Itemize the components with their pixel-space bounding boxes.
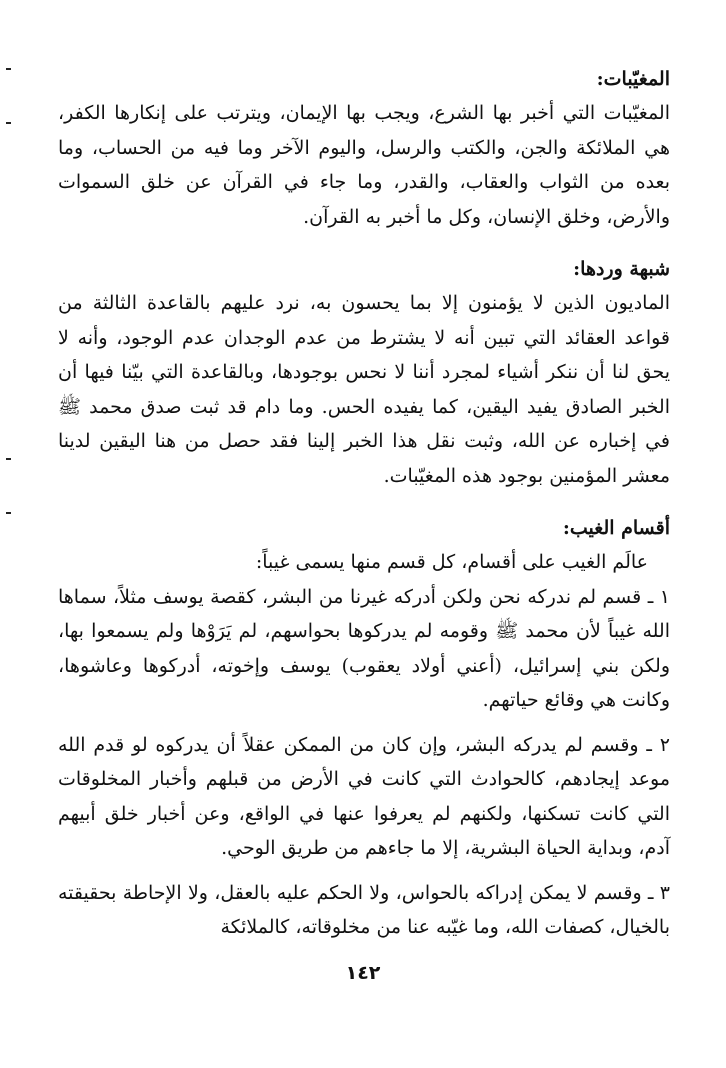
- section-mughayyabat: [58, 62, 670, 234]
- margin-mark: [6, 68, 11, 70]
- page-number: ١٤٢: [345, 962, 381, 984]
- paragraph: الماديون الذين لا يؤمنون إلا بما يحسون به، نرد عليهم بالقاعدة الثالثة من قواعد العقائد التي تبين أنه لا يشترط من عدم الوجدان عدم الوجود، وأنه لا يحق لنا أن ننكر أشياء لمجرد أننا لا نحس بوجودها، وبالقاعدة التي بيّنا فيها أن الخبر الصادق يفيد اليقين، كما يفيده الحس. وما دام قد ثبت صدق محمد ﷺ في إخباره عن الله، وثبت نقل هذا الخبر إلينا فقد حصل من هنا اليقين لدينا معشر المؤمنين بوجود هذه المغيّبات.: [58, 292, 670, 487]
- paragraph: المغيّبات التي أخبر بها الشرع، ويجب بها الإيمان، ويترتب على إنكارها الكفر، هي الملائكة والجن، والكتب والرسل، واليوم الآخر وما فيه من الحساب، وما بعده من الثواب والعقاب، والقدر، وما جاء في القرآن عن خلق السموات والأرض، وخلق الإنسان، وكل ما أخبر به القرآن.: [58, 102, 670, 228]
- paragraph-item-3: ٣ ـ وقسم لا يمكن إدراكه بالحواس، ولا الحكم عليه بالعقل، ولا الإحاطة بحقيقته بالخيال، كصفات الله، وما غيّبه عنا من مخلوقاته، كالملائكة: [58, 881, 670, 938]
- section-aqsam-alghayb: [58, 511, 670, 945]
- margin-mark: [6, 512, 11, 514]
- paragraph: عالَم الغيب على أقسام، كل قسم منها يسمى غيباً:: [255, 551, 648, 573]
- paragraph-item-2: ٢ ـ وقسم لم يدركه البشر، وإن كان من الممكن عقلاً أن يدركوه لو قدم الله موعد إيجادهم، كالحوادث التي كانت في الأرض من قبلهم وأخبار المخلوقات التي كانت تسكنها، ولكنهم لم يعرفوا عنها في الواقع، وعن أخبار خلق أبيهم آدم، وبداية الحياة البشرية، إلا ما جاءهم من طريق الوحي.: [58, 733, 670, 859]
- section-heading: أقسام الغيب:: [562, 517, 670, 539]
- section-heading: المغيّبات:: [596, 68, 670, 90]
- margin-mark: [6, 458, 11, 460]
- margin-mark: [6, 122, 11, 124]
- page-body: [58, 62, 670, 963]
- section-heading: شبهة وردها:: [573, 258, 670, 280]
- section-shubha: [58, 252, 670, 493]
- paragraph-item-1: ١ ـ قسم لم ندركه نحن ولكن أدركه غيرنا من البشر، كقصة يوسف مثلاً، سماها الله غيباً لأن محمد ﷺ وقومه لم يدركوها بحواسهم، لم يَرَوْها ولم يسمعوا بها، ولكن بني إسرائيل، (أعني أولاد يعقوب) يوسف وإخوته، أدركوها وعاشوها، وكانت هي وقائع حياتهم.: [58, 585, 670, 711]
